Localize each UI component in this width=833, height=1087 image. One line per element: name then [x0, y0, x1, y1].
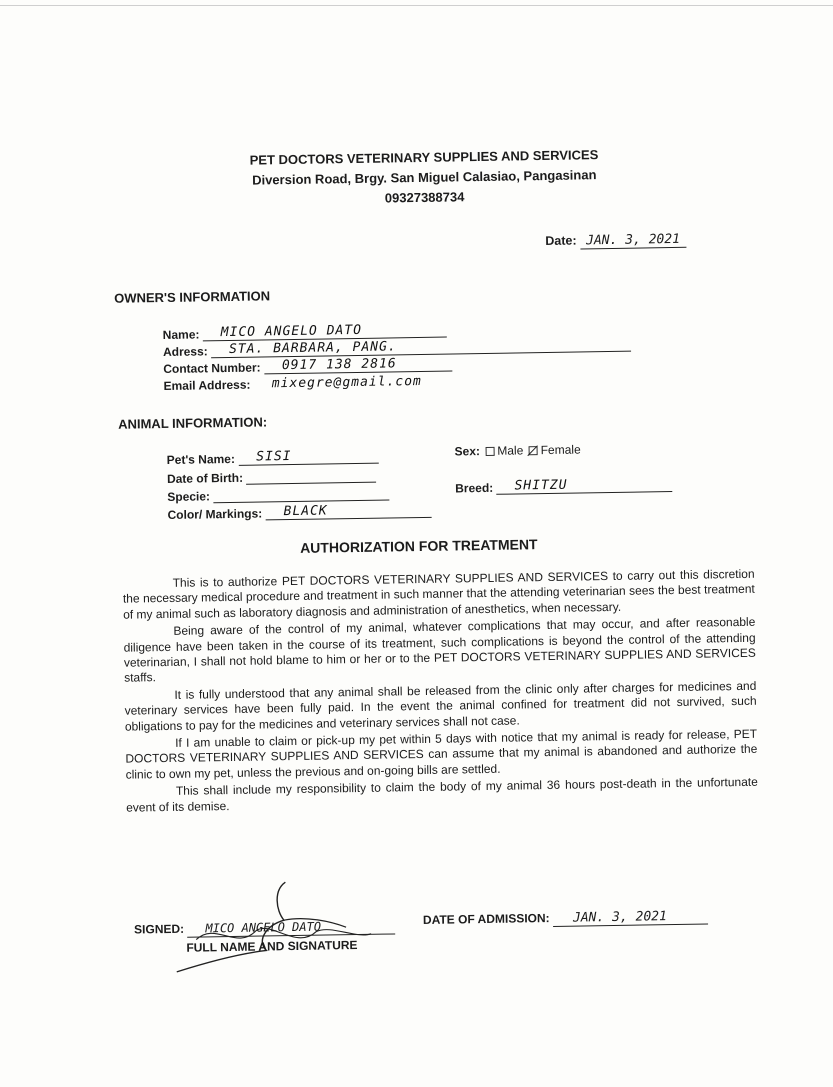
clinic-address: Diversion Road, Brgy. San Miguel Calasiao, Pangasinan — [252, 167, 597, 188]
breed-field[interactable]: SHITZU — [496, 476, 672, 495]
owner-name-label: Name: — [162, 327, 200, 343]
authorization-title: AUTHORIZATION FOR TREATMENT — [299, 536, 538, 556]
specie-field[interactable] — [213, 484, 389, 503]
clinic-name: PET DOCTORS VETERINARY SUPPLIES AND SERVICES — [249, 147, 599, 168]
pet-name-field[interactable]: SISI — [238, 448, 378, 466]
color-field[interactable]: BLACK — [265, 502, 431, 521]
color-row — [167, 502, 431, 522]
paragraph: If I am unable to claim or pick-up my pet within 5 days with notice that my animal is ready for release, PET DOCTORS VETERINARY SUPPLIES AND SERVICES can assume that my animal is abandoned and authorize the clinic to own my pet, unless the previous and on-going bills are settled. — [125, 726, 758, 782]
breed-row — [455, 476, 673, 495]
specie-label: Specie: — [167, 489, 211, 504]
male-checkbox[interactable] — [485, 447, 494, 456]
owner-address-label: Adress: — [162, 344, 208, 360]
animal-heading: ANIMAL INFORMATION: — [118, 414, 268, 432]
owner-address-field[interactable]: STA. BARBARA, PANG. — [211, 336, 631, 359]
owner-contact-row — [163, 355, 452, 376]
authorization-body — [123, 567, 759, 818]
color-label: Color/ Markings: — [167, 506, 263, 522]
date-value: JAN. 3, 2021 — [580, 232, 686, 250]
paragraph: Being aware of the control of my animal, whatever complications that may occur, and after reasonable diligence have been taken in the course of its treatment, such complications is beyond the control of the attending veterinarian, I shall not hold blame to him or her or to the PET DOCTORS VETERINARY SUPPLIES AND SERVICES staffs. — [123, 614, 756, 686]
specie-row — [167, 484, 389, 503]
owner-contact-label: Contact Number: — [163, 360, 261, 377]
sex-row — [455, 442, 581, 458]
paragraph: This is to authorize PET DOCTORS VETERINARY SUPPLIES AND SERVICES to carry out this discretion the necessary medical procedure and treatment in such manner that the attending veterinarian sees the best treatment of my animal such as laboratory diagnosis and administration of anesthetics, when necessary. — [122, 566, 755, 622]
date-label: Date: — [545, 233, 577, 248]
date-row — [545, 232, 686, 249]
clinic-header — [194, 144, 655, 211]
pet-name-label: Pet's Name: — [166, 451, 236, 467]
dob-field[interactable] — [246, 467, 376, 485]
admission-row — [423, 909, 708, 929]
dob-row — [167, 467, 377, 486]
dob-label: Date of Birth: — [166, 470, 244, 486]
breed-label: Breed: — [455, 480, 494, 496]
signed-field[interactable]: MICO ANGELO DATO — [187, 918, 395, 937]
owner-heading: OWNER'S INFORMATION — [114, 288, 271, 306]
owner-contact-field[interactable]: 0917 138 2816 — [264, 355, 452, 374]
owner-name-field[interactable]: MICO ANGELO DATO — [203, 322, 447, 342]
owner-email-row — [163, 373, 461, 393]
pet-name-row — [167, 448, 379, 467]
admission-label: DATE OF ADMISSION: — [422, 911, 550, 927]
owner-email-field[interactable]: mixegre@gmail.com — [271, 373, 422, 392]
paragraph: This shall include my responsibility to claim the body of my animal 36 hours post-death in the unfortunate event of its demise. — [126, 775, 758, 815]
sex-label: Sex: — [454, 444, 481, 459]
clinic-phone: 09327388734 — [384, 189, 465, 206]
signed-label: SIGNED: — [133, 921, 185, 937]
sex-male-option[interactable]: Male — [483, 443, 523, 458]
owner-email-label: Email Address: — [163, 377, 251, 394]
female-checkbox[interactable] — [529, 446, 538, 455]
signature-caption: FULL NAME AND SIGNATURE — [186, 938, 358, 955]
sex-female-option[interactable]: Female — [527, 442, 581, 457]
paragraph: It is fully understood that any animal shall be released from the clinic only after charges for medicines and veterinary services have been fully paid. In the event the animal confined for treatment did not survived, such obligations to pay for the medicines and veterinary services shall not case. — [124, 678, 757, 734]
admission-field[interactable]: JAN. 3, 2021 — [553, 909, 708, 927]
